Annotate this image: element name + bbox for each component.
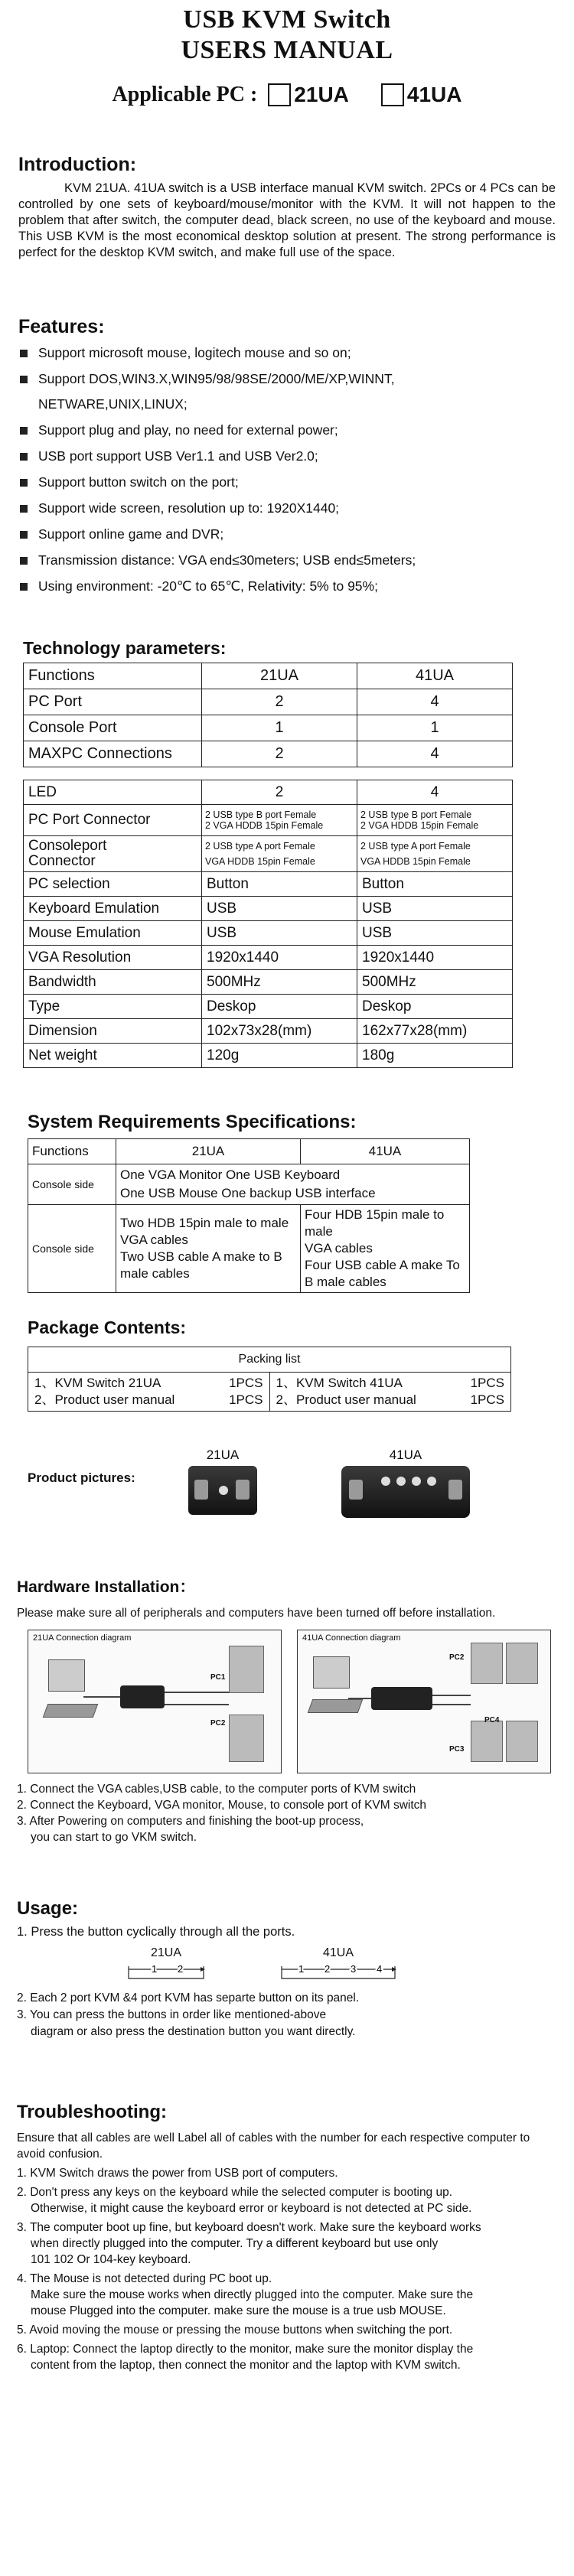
tech-table-1 — [23, 663, 513, 767]
feature-text: Support plug and play, no need for external power; — [38, 422, 338, 438]
applicable-pc — [0, 83, 574, 107]
table-cell: Mouse Emulation — [24, 921, 202, 946]
introduction-text: KVM 21UA. 41UA switch is a USB interface manual KVM switch. 2PCs or 4 PCs can be controlled by one sets of keyboard/mouse/monitor with the KVM. It will not happen to the problem that after switch, the computer dead, black screen, no use of the keyboard and mouse. This USB KVM is the most economical desktop solution at present. The strong performance is perfect for the desktop KVM switch, and make full use of the space. — [18, 181, 556, 259]
trouble-heading: Troubleshooting: — [17, 2102, 167, 2122]
table-cell: 180g — [357, 1044, 513, 1068]
table-row — [28, 1347, 511, 1373]
cell-line: B male cables — [305, 1275, 386, 1289]
cell-line: Two USB cable A make to B — [120, 1249, 282, 1264]
cell-line: One USB Mouse One backup USB interface — [120, 1186, 376, 1200]
trouble-item-6-cont: content from the laptop, then connect the monitor and the laptop with KVM switch. — [31, 2359, 461, 2372]
usage-line3: 3. You can press the buttons in order like mentioned-above — [17, 2008, 327, 2021]
pc-icon — [229, 1715, 264, 1762]
usage-line1: 1. Press the button cyclically through all the ports. — [17, 1925, 295, 1939]
table-row — [28, 1164, 470, 1205]
table-cell: Console side — [28, 1164, 116, 1205]
cable-icon — [165, 1704, 229, 1705]
cell-line: 2 USB type B port Female — [360, 809, 472, 820]
cable-icon — [432, 1704, 471, 1705]
table-cell: 41UA — [301, 1139, 470, 1164]
flow-21ua-arrows-icon — [124, 1960, 208, 1983]
table-cell: Functions — [28, 1139, 116, 1164]
table-row — [24, 805, 513, 836]
table-cell: 4 — [357, 780, 513, 805]
table-cell: 162x77x28(mm) — [357, 1019, 513, 1044]
table-cell — [24, 836, 202, 872]
item-name: 2、Product user manual — [34, 1392, 175, 1407]
cell-line: Connector — [28, 853, 96, 869]
table-cell — [202, 805, 357, 836]
cell-line: VGA HDDB 15pin Female — [360, 856, 471, 867]
trouble-intro: Ensure that all cables are well Label all of cables with the number for each respective computer to avoid confusion. — [17, 2131, 530, 2161]
feature-item — [18, 343, 556, 363]
table-cell: PC Port — [24, 689, 202, 715]
flow-41ua-n4: 4 — [377, 1963, 383, 1975]
product-section — [28, 1448, 548, 1518]
trouble-item-4: 4. The Mouse is not detected during PC boot up. — [17, 2272, 272, 2285]
table-cell: Button — [202, 872, 357, 897]
introduction-section — [18, 153, 556, 261]
table-cell: 1920x1440 — [357, 946, 513, 970]
monitor-icon — [48, 1659, 85, 1692]
sysreq-heading: System Requirements Specifications: — [28, 1112, 357, 1132]
cable-icon — [348, 1698, 371, 1699]
trouble-item-2-cont: Otherwise, it might cause the keyboard error or keyboard is not detected at PC side. — [31, 2202, 472, 2215]
switch-button-icon — [396, 1477, 406, 1486]
table-cell: Dimension — [24, 1019, 202, 1044]
checkbox-41ua-icon — [381, 83, 404, 106]
table-row — [24, 689, 513, 715]
package-section — [28, 1316, 511, 1412]
table-cell: 500MHz — [202, 970, 357, 995]
table-cell: Console side — [28, 1205, 116, 1293]
list-item: 1. Connect the VGA cables,USB cable, to the computer ports of KVM switch — [17, 1783, 416, 1796]
feature-item — [18, 446, 556, 467]
trouble-item-6: 6. Laptop: Connect the laptop directly to the monitor, make sure the monitor display the — [17, 2343, 474, 2356]
trouble-item-2: 2. Don't press any keys on the keyboard while the selected computer is booting up. — [17, 2186, 453, 2199]
list-item: you can start to go VKM switch. — [31, 1831, 197, 1844]
pc4-label: PC4 — [484, 1716, 500, 1724]
pc-icon — [506, 1643, 538, 1684]
item-qty: 1PCS — [229, 1392, 263, 1407]
switch-button-icon — [412, 1477, 421, 1486]
cell-line: VGA cables — [305, 1241, 373, 1255]
kvm-icon — [120, 1685, 165, 1708]
table-cell: Type — [24, 995, 202, 1019]
pc2-label: PC2 — [449, 1653, 465, 1662]
item-name: 1、KVM Switch 21UA — [34, 1376, 161, 1390]
feature-text: Support DOS,WIN3.X,WIN95/98/98SE/2000/ME/XP,WINNT, — [38, 371, 395, 386]
tech-heading: Technology parameters: — [23, 638, 227, 658]
flow-41ua — [277, 1946, 400, 1987]
table-cell: 4 — [357, 741, 513, 767]
table-row — [24, 946, 513, 970]
feature-text-cont: NETWARE,UNIX,LINUX; — [38, 396, 188, 412]
trouble-item-3-cont: when directly plugged into the computer. Try a different keyboard but use only — [31, 2237, 439, 2250]
feature-item — [18, 369, 556, 415]
cell-line: Four HDB 15pin male to male — [305, 1207, 445, 1239]
feature-item — [18, 498, 556, 519]
table-row — [24, 1019, 513, 1044]
table-row — [24, 715, 513, 741]
pc3-label: PC3 — [449, 1745, 465, 1754]
flow-21ua-n1: 1 — [152, 1963, 158, 1975]
trouble-section — [17, 2101, 557, 2373]
table-cell: 2 — [202, 780, 357, 805]
item-name: 2、Product user manual — [276, 1392, 416, 1407]
table-cell: Functions — [24, 663, 202, 689]
trouble-item-5: 5. Avoid moving the mouse or pressing the mouse buttons when switching the port. — [17, 2324, 453, 2337]
kvm-41ua-image — [341, 1466, 470, 1518]
hardware-note: Please make sure all of peripherals and computers have been turned off before installation. — [17, 1607, 496, 1620]
flow-21ua-label: 21UA — [150, 1946, 182, 1959]
usage-line3-cont: diagram or also press the destination button you want directly. — [31, 2025, 356, 2038]
trouble-item-3: 3. The computer boot up fine, but keyboard doesn't work. Make sure the keyboard works — [17, 2221, 481, 2234]
title-line2: USERS MANUAL — [181, 36, 393, 64]
vga-port-icon — [448, 1480, 462, 1500]
table-row — [28, 1205, 470, 1293]
table-cell: Keyboard Emulation — [24, 897, 202, 921]
pc-icon — [506, 1721, 538, 1762]
switch-button-icon — [219, 1486, 228, 1495]
device-21ua-label: 21UA — [206, 1448, 240, 1462]
steps-list — [17, 1781, 557, 1845]
table-cell: 1920x1440 — [202, 946, 357, 970]
diagram-41ua-caption: 41UA Connection diagram — [302, 1633, 401, 1643]
feature-item — [18, 472, 556, 493]
list-item — [34, 1392, 263, 1408]
trouble-item-4-cont: mouse Plugged into the computer. make sure the mouse is a true usb MOUSE. — [31, 2304, 446, 2317]
diagram-21ua — [28, 1630, 282, 1773]
keyboard-icon — [308, 1699, 364, 1713]
table-cell: 4 — [357, 689, 513, 715]
switch-button-icon — [381, 1477, 390, 1486]
product-heading: Product pictures: — [28, 1470, 135, 1485]
sysreq-table — [28, 1138, 470, 1293]
device-41ua — [341, 1448, 470, 1518]
table-cell: PC Port Connector — [24, 805, 202, 836]
device-21ua — [188, 1448, 257, 1515]
table-row — [28, 1373, 511, 1412]
table-cell: 2 — [202, 689, 357, 715]
item-qty: 1PCS — [470, 1376, 504, 1390]
feature-item — [18, 550, 556, 571]
table-cell — [301, 1205, 470, 1293]
cell-line: Two HDB 15pin male to male — [120, 1216, 289, 1230]
cable-icon — [83, 1696, 120, 1698]
feature-text: Support microsoft mouse, logitech mouse and so on; — [38, 345, 351, 360]
table-cell: Button — [357, 872, 513, 897]
option-21ua — [268, 83, 349, 107]
table-cell: VGA Resolution — [24, 946, 202, 970]
option-41ua-label: 41UA — [406, 83, 462, 106]
feature-text: Transmission distance: VGA end≤30meters; USB end≤5meters; — [38, 552, 416, 568]
flow-41ua-label: 41UA — [322, 1946, 354, 1959]
table-cell: 102x73x28(mm) — [202, 1019, 357, 1044]
install-steps — [17, 1781, 557, 1845]
item-qty: 1PCS — [470, 1392, 504, 1407]
cell-line: VGA HDDB 15pin Female — [205, 856, 315, 867]
table-row — [24, 741, 513, 767]
cell-line: 2 USB type A port Female — [360, 841, 471, 852]
list-item: 3. After Powering on computers and finishing the boot-up process, — [17, 1815, 364, 1828]
flow-41ua-n2: 2 — [325, 1963, 331, 1975]
table-cell — [116, 1164, 470, 1205]
packing-table — [28, 1347, 511, 1412]
trouble-item-3-cont: 101 102 Or 104-key keyboard. — [31, 2253, 191, 2266]
cell-line: Four USB cable A make To — [305, 1258, 460, 1272]
table-cell: Packing list — [28, 1347, 511, 1373]
table-cell: 500MHz — [357, 970, 513, 995]
table-row — [24, 897, 513, 921]
trouble-item-4-cont: Make sure the mouse works when directly plugged into the computer. Make sure the — [31, 2288, 474, 2301]
cell-line: 2 VGA HDDB 15pin Female — [205, 820, 324, 831]
table-cell: Console Port — [24, 715, 202, 741]
table-cell: MAXPC Connections — [24, 741, 202, 767]
table-cell: 21UA — [202, 663, 357, 689]
table-row — [28, 1139, 470, 1164]
cell-line: 2 VGA HDDB 15pin Female — [360, 820, 479, 831]
usage-heading: Usage: — [17, 1898, 79, 1919]
item-qty: 1PCS — [229, 1376, 263, 1390]
tech-section — [23, 637, 513, 1068]
table-row — [24, 970, 513, 995]
cycle-diagram — [124, 1946, 557, 1987]
list-item — [276, 1375, 505, 1392]
feature-item — [18, 576, 556, 597]
hardware-section — [17, 1576, 557, 1845]
table-cell: 41UA — [357, 663, 513, 689]
title-line1: USB KVM Switch — [183, 5, 391, 34]
cell-line: Consoleport — [28, 838, 107, 854]
pc-icon — [471, 1721, 503, 1762]
cell-line: One VGA Monitor One USB Keyboard — [120, 1168, 341, 1182]
monitor-icon — [313, 1656, 350, 1689]
table-cell: USB — [202, 897, 357, 921]
feature-item — [18, 524, 556, 545]
header — [0, 0, 574, 107]
table-cell: USB — [357, 921, 513, 946]
table-cell — [202, 836, 357, 872]
keyboard-icon — [43, 1704, 99, 1718]
diagram-21ua-caption: 21UA Connection diagram — [33, 1633, 132, 1643]
table-cell: Deskop — [202, 995, 357, 1019]
features-section — [18, 315, 556, 602]
table-row — [24, 836, 513, 872]
table-cell — [357, 836, 513, 872]
list-item: 2. Connect the Keyboard, VGA monitor, Mouse, to console port of KVM switch — [17, 1799, 427, 1812]
connection-diagrams — [28, 1630, 557, 1773]
flow-21ua-n2: 2 — [178, 1963, 184, 1975]
table-row — [24, 1044, 513, 1068]
switch-button-icon — [427, 1477, 436, 1486]
usage-section — [17, 1897, 557, 2040]
checkbox-21ua-icon — [268, 83, 291, 106]
table-cell: Deskop — [357, 995, 513, 1019]
feature-text: USB port support USB Ver1.1 and USB Ver2.0; — [38, 448, 318, 464]
cell-line: male cables — [120, 1266, 190, 1281]
table-cell: 1 — [357, 715, 513, 741]
device-41ua-label: 41UA — [389, 1448, 422, 1462]
vga-port-icon — [194, 1480, 208, 1500]
table-row — [24, 872, 513, 897]
table-cell: USB — [202, 921, 357, 946]
pc2-label: PC2 — [210, 1719, 226, 1728]
flow-41ua-arrows-icon — [277, 1960, 400, 1983]
pc1-label: PC1 — [210, 1673, 226, 1682]
vga-port-icon — [349, 1480, 363, 1500]
table-row — [24, 921, 513, 946]
product-row — [28, 1448, 548, 1518]
introduction-heading: Introduction: — [18, 154, 137, 175]
vga-port-icon — [236, 1480, 249, 1500]
table-cell — [269, 1373, 511, 1412]
cable-icon — [432, 1695, 471, 1696]
table-cell: LED — [24, 780, 202, 805]
option-21ua-label: 21UA — [294, 83, 349, 106]
table-cell: Bandwidth — [24, 970, 202, 995]
cable-icon — [165, 1692, 229, 1693]
table-row — [24, 995, 513, 1019]
usage-line2: 2. Each 2 port KVM &4 port KVM has separte button on its panel. — [17, 1991, 360, 2004]
package-heading: Package Contents: — [28, 1317, 187, 1337]
feature-text: Support wide screen, resolution up to: 1920X1440; — [38, 500, 340, 516]
table-cell: 1 — [202, 715, 357, 741]
diagram-41ua — [297, 1630, 551, 1773]
features-heading: Features: — [18, 316, 105, 337]
hardware-heading: Hardware Installation： — [17, 1578, 196, 1596]
tech-table-2 — [23, 780, 513, 1068]
table-cell — [28, 1373, 270, 1412]
pc-icon — [229, 1646, 264, 1693]
table-cell: PC selection — [24, 872, 202, 897]
flow-41ua-n1: 1 — [298, 1963, 305, 1975]
table-cell: 120g — [202, 1044, 357, 1068]
feature-text: Using environment: -20℃ to 65℃, Relativity: 5% to 95%; — [38, 578, 378, 594]
table-cell: 2 — [202, 741, 357, 767]
cell-line: 2 USB type B port Female — [205, 809, 317, 820]
flow-21ua — [124, 1946, 208, 1987]
feature-text: Support button switch on the port; — [38, 474, 239, 490]
features-list — [18, 343, 556, 597]
cell-line: VGA cables — [120, 1233, 188, 1247]
applicable-label: Applicable PC : — [112, 83, 258, 106]
table-row — [24, 780, 513, 805]
cell-line: 2 USB type A port Female — [205, 841, 315, 852]
kvm-icon — [371, 1687, 432, 1710]
flow-41ua-n3: 3 — [351, 1963, 357, 1975]
sysreq-section — [28, 1111, 470, 1293]
table-cell — [116, 1205, 301, 1293]
table-cell — [357, 805, 513, 836]
table-cell: USB — [357, 897, 513, 921]
item-name: 1、KVM Switch 41UA — [276, 1376, 403, 1390]
option-41ua — [381, 83, 462, 107]
table-row — [24, 663, 513, 689]
feature-text: Support online game and DVR; — [38, 526, 224, 542]
trouble-item-1: 1. KVM Switch draws the power from USB port of computers. — [17, 2167, 338, 2180]
table-cell: Net weight — [24, 1044, 202, 1068]
feature-item — [18, 420, 556, 441]
pc-icon — [471, 1643, 503, 1684]
table-cell: 21UA — [116, 1139, 301, 1164]
list-item — [276, 1392, 505, 1408]
kvm-21ua-image — [188, 1466, 257, 1515]
list-item — [34, 1375, 263, 1392]
